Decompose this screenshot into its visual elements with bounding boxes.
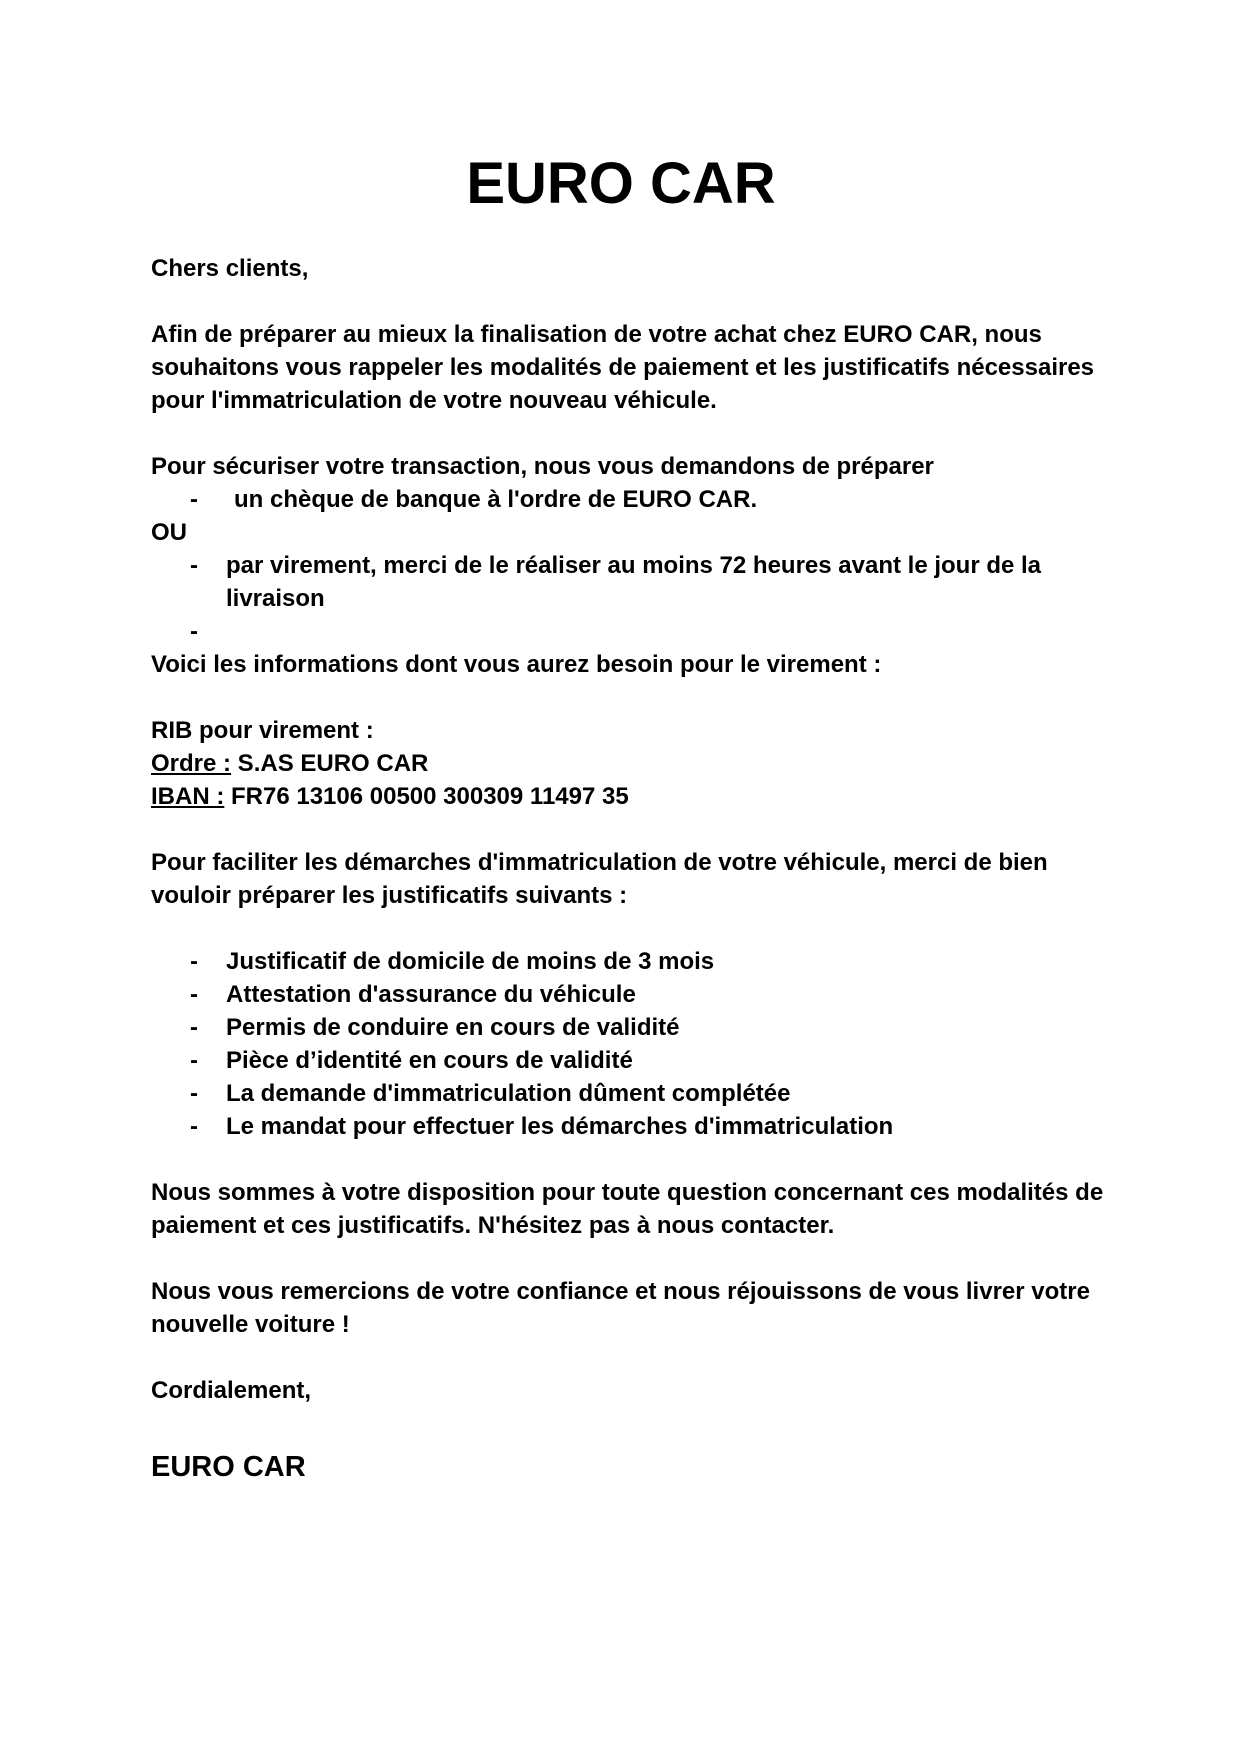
list-item (151, 1110, 1111, 1143)
rib-iban-label: IBAN : (151, 783, 225, 810)
greeting: Chers clients, (151, 255, 309, 282)
documents-list (151, 945, 1111, 1143)
bullet-dash: - (190, 618, 198, 645)
payment-option-cheque-text: un chèque de banque à l'ordre de EURO CAR. (234, 486, 758, 513)
letter-title: EURO CAR (466, 151, 776, 216)
intro-paragraph: Afin de préparer au mieux la finalisation de votre achat chez EURO CAR, nous souhaitons vous rappeler les modalités de paiement et les justificatifs nécessaires pour l'immatriculation de votre nouveau véhicule. (151, 321, 1095, 414)
rib-iban (151, 780, 1111, 813)
empty-bullet (151, 615, 1111, 648)
list-item-text: La demande d'immatriculation dûment complétée (226, 1080, 791, 1107)
bullet-dash: - (190, 1014, 198, 1041)
closing: Cordialement, (151, 1377, 312, 1404)
bullet-dash: - (190, 1047, 198, 1074)
contact-paragraph: Nous sommes à votre disposition pour toute question concernant ces modalités de paiement et ces justificatifs. N'hésitez pas à nous contacter. (151, 1179, 1104, 1239)
bullet-dash: - (190, 1080, 198, 1107)
bullet-dash: - (190, 1113, 198, 1140)
signature: EURO CAR (151, 1451, 306, 1483)
rib-iban-value: FR76 13106 00500 300309 11497 35 (224, 783, 629, 810)
list-item (151, 978, 1111, 1011)
list-item (151, 1044, 1111, 1077)
rib-ordre (151, 747, 1111, 780)
list-item (151, 1011, 1111, 1044)
payment-or: OU (151, 519, 187, 546)
payment-option-transfer-text: par virement, merci de le réaliser au moins 72 heures avant le jour de la livraison (226, 552, 1042, 612)
payment-option-transfer (151, 549, 1111, 615)
rib-ordre-label: Ordre : (151, 750, 232, 777)
list-item-text: Attestation d'assurance du véhicule (226, 981, 636, 1008)
list-item (151, 945, 1111, 978)
bullet-dash: - (190, 948, 198, 975)
payment-option-cheque (151, 483, 1111, 516)
rib-heading: RIB pour virement : (151, 717, 374, 744)
thanks-paragraph: Nous vous remercions de votre confiance et nous réjouissons de vous livrer votre nouvelle voiture ! (151, 1278, 1090, 1338)
rib-ordre-value: S.AS EURO CAR (231, 750, 429, 777)
payment-lead: Pour sécuriser votre transaction, nous vous demandons de préparer (151, 453, 934, 480)
transfer-info: Voici les informations dont vous aurez besoin pour le virement : (151, 651, 882, 678)
list-item-text: Le mandat pour effectuer les démarches d'immatriculation (226, 1113, 894, 1140)
list-item-text: Pièce d’identité en cours de validité (226, 1047, 633, 1074)
letter-body (151, 252, 1111, 1407)
documents-lead: Pour faciliter les démarches d'immatriculation de votre véhicule, merci de bien vouloir préparer les justificatifs suivants : (151, 849, 1048, 909)
bullet-dash: - (190, 552, 198, 579)
list-item-text: Justificatif de domicile de moins de 3 mois (226, 948, 715, 975)
bullet-dash: - (190, 486, 198, 513)
list-item-text: Permis de conduire en cours de validité (226, 1014, 680, 1041)
list-item (151, 1077, 1111, 1110)
bullet-dash: - (190, 981, 198, 1008)
